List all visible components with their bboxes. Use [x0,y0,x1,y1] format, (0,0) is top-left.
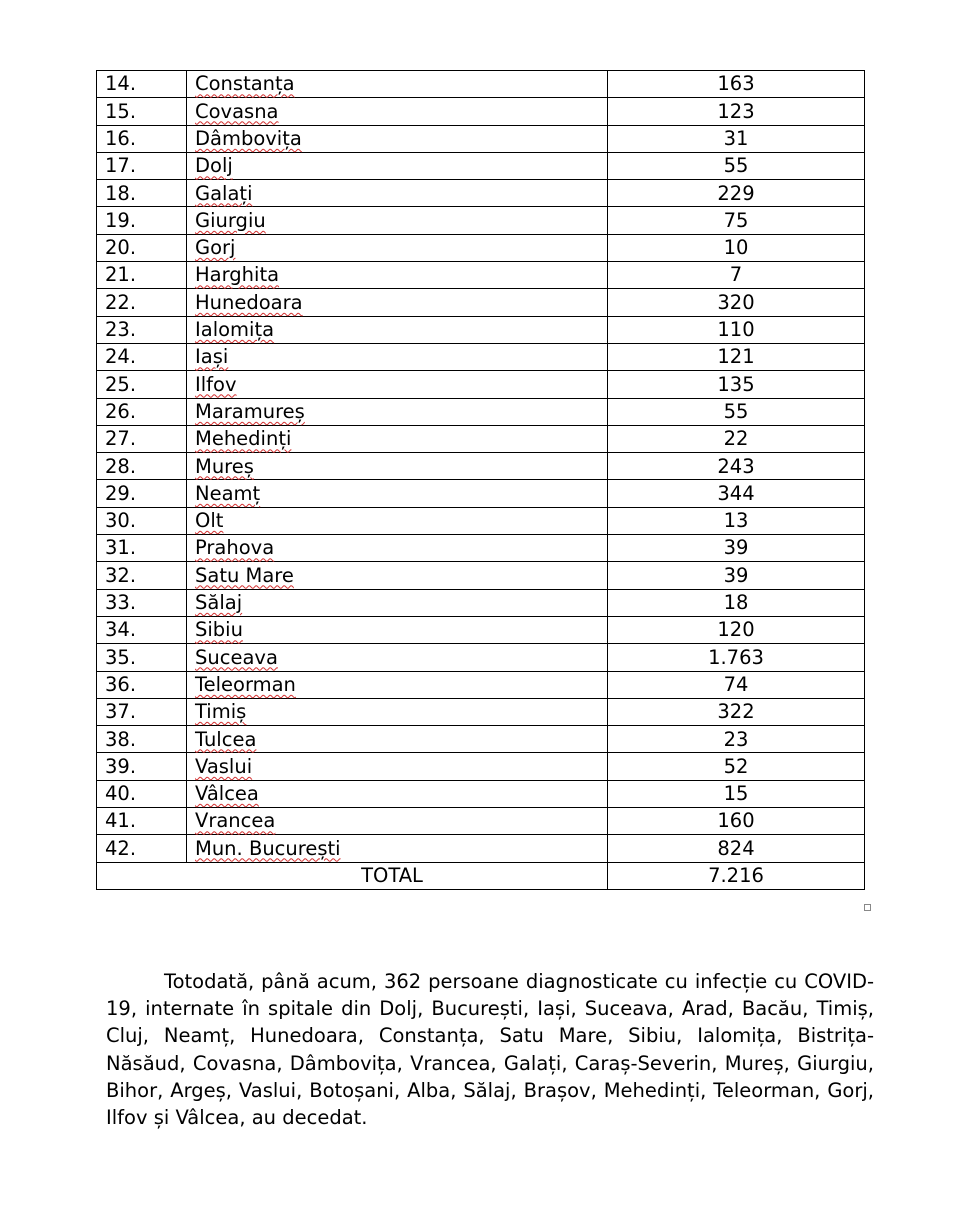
case-count-cell[interactable]: 1.763 [608,644,865,671]
table-row [97,371,865,398]
county-name-text: Iași [195,345,229,369]
county-name-text: Olt [195,509,224,533]
case-count-cell[interactable]: 320 [608,289,865,316]
table-row [97,207,865,234]
county-name-text: Vâlcea [195,782,259,806]
table-row [97,753,865,780]
table-row [97,289,865,316]
county-name-cell[interactable] [187,753,608,780]
case-count-cell[interactable]: 824 [608,835,865,862]
county-name-text: Satu Mare [195,563,294,587]
county-name-text: Giurgiu [195,208,266,232]
county-name-cell[interactable] [187,453,608,480]
county-name-cell[interactable] [187,808,608,835]
case-count-cell[interactable]: 7 [608,262,865,289]
table-row [97,726,865,753]
row-number-cell[interactable]: 34. [97,616,187,643]
table-row [97,152,865,179]
county-name-cell[interactable] [187,616,608,643]
county-name-text: Gorj [195,236,236,260]
county-name-text: Tulcea [195,727,257,751]
county-name-cell[interactable] [187,398,608,425]
county-name-cell[interactable] [187,562,608,589]
county-name-cell[interactable] [187,671,608,698]
case-count-cell[interactable]: 10 [608,234,865,261]
county-cases-table [96,70,865,890]
case-count-cell[interactable]: 322 [608,698,865,725]
row-number-cell[interactable]: 25. [97,371,187,398]
row-number-cell[interactable]: 20. [97,234,187,261]
table-row [97,698,865,725]
row-number-cell[interactable]: 21. [97,262,187,289]
row-number-cell[interactable]: 32. [97,562,187,589]
case-count-cell[interactable]: 39 [608,562,865,589]
table-row [97,808,865,835]
row-number-cell[interactable]: 17. [97,152,187,179]
county-name-text: Ilfov [195,372,237,396]
row-number-cell[interactable]: 23. [97,316,187,343]
county-name-cell[interactable] [187,480,608,507]
county-name-text: Galați [195,181,253,205]
case-count-cell[interactable]: 15 [608,780,865,807]
county-name-cell[interactable] [187,343,608,370]
case-count-cell[interactable]: 229 [608,180,865,207]
table-row [97,780,865,807]
table-row [97,507,865,534]
case-count-cell[interactable]: 121 [608,343,865,370]
table-row [97,98,865,125]
county-name-text: Mureș [195,454,254,478]
case-count-cell[interactable]: 39 [608,535,865,562]
row-number-cell[interactable]: 42. [97,835,187,862]
row-number-cell[interactable]: 16. [97,125,187,152]
row-number-cell[interactable]: 28. [97,453,187,480]
county-name-text: Mun. București [195,836,341,860]
county-name-cell[interactable] [187,589,608,616]
county-name-text: Harghita [195,263,280,287]
case-count-cell[interactable]: 135 [608,371,865,398]
row-number-cell[interactable]: 39. [97,753,187,780]
case-count-cell[interactable]: 160 [608,808,865,835]
row-number-cell[interactable]: 15. [97,98,187,125]
county-name-cell[interactable] [187,425,608,452]
county-name-text: Neamț [195,481,261,505]
row-number-cell[interactable]: 22. [97,289,187,316]
row-number-cell[interactable]: 14. [97,71,187,98]
table-row [97,425,865,452]
table-row [97,835,865,862]
county-name-text: Maramureș [195,399,305,423]
table-row [97,589,865,616]
table-row [97,125,865,152]
case-count-cell[interactable]: 75 [608,207,865,234]
county-name-text: Prahova [195,536,275,560]
case-count-cell[interactable]: 13 [608,507,865,534]
row-number-cell[interactable]: 27. [97,425,187,452]
county-name-cell[interactable] [187,180,608,207]
case-count-cell[interactable]: 18 [608,589,865,616]
table-row [97,480,865,507]
total-value-cell[interactable]: 7.216 [608,862,865,889]
county-name-text: Ialomița [195,318,275,342]
county-name-cell[interactable] [187,507,608,534]
county-name-cell[interactable] [187,125,608,152]
case-count-cell[interactable]: 110 [608,316,865,343]
case-count-cell[interactable]: 163 [608,71,865,98]
county-name-cell[interactable] [187,316,608,343]
row-number-cell[interactable]: 38. [97,726,187,753]
county-name-cell[interactable] [187,535,608,562]
row-number-cell[interactable]: 26. [97,398,187,425]
case-count-cell[interactable]: 31 [608,125,865,152]
county-name-text: Constanța [195,72,295,96]
county-name-cell[interactable] [187,234,608,261]
county-name-text: Covasna [195,99,279,123]
county-name-text: Timiș [195,700,247,724]
county-name-cell[interactable] [187,152,608,179]
row-number-cell[interactable]: 37. [97,698,187,725]
table-row [97,453,865,480]
table-row [97,671,865,698]
case-count-cell[interactable]: 23 [608,726,865,753]
case-count-cell[interactable]: 52 [608,753,865,780]
county-name-cell[interactable] [187,726,608,753]
table-resize-handle[interactable] [864,904,871,911]
row-number-cell[interactable]: 36. [97,671,187,698]
row-number-cell[interactable]: 30. [97,507,187,534]
table-row [97,644,865,671]
county-name-cell[interactable] [187,644,608,671]
county-name-text: Vaslui [195,754,253,778]
table-row [97,316,865,343]
table-body [97,71,865,890]
case-count-cell[interactable]: 55 [608,398,865,425]
county-name-text: Mehedinți [195,427,292,451]
table-row [97,535,865,562]
table-row [97,262,865,289]
county-name-cell[interactable] [187,98,608,125]
total-label-cell[interactable]: TOTAL [97,862,608,889]
county-name-text: Suceava [195,645,278,669]
case-count-cell[interactable]: 74 [608,671,865,698]
row-number-cell[interactable]: 31. [97,535,187,562]
case-count-cell[interactable]: 22 [608,425,865,452]
county-name-cell[interactable] [187,262,608,289]
row-number-cell[interactable]: 18. [97,180,187,207]
table-row [97,562,865,589]
row-number-cell[interactable]: 35. [97,644,187,671]
table-row [97,71,865,98]
county-name-text: Teleorman [195,672,296,696]
county-name-cell[interactable] [187,780,608,807]
deaths-paragraph: Totodată, până acum, 362 persoane diagnosticate cu infecție cu COVID-19, internate în spitale din Dolj, București, Iași, Suceava, Arad, Bacău, Timiș, Cluj, Neamț, Hunedoara, Constanța, Satu Mare, Sibiu, Ialomița, Bistrița-Năsăud, Covasna, Dâmbovița, Vrancea, Galați, Caraș-Severin, Mureș, Giurgiu, Bihor, Argeș, Vaslui, Botoșani, Alba, Sălaj, Brașov, Mehedinți, Teleorman, Gorj, Ilfov și Vâlcea, au decedat. [106,970,874,1130]
county-name-cell[interactable] [187,207,608,234]
county-name-text: Vrancea [195,809,276,833]
county-name-cell[interactable] [187,371,608,398]
row-number-cell[interactable]: 41. [97,808,187,835]
county-name-cell[interactable] [187,71,608,98]
total-row [97,862,865,889]
county-name-cell[interactable] [187,835,608,862]
case-count-cell[interactable]: 55 [608,152,865,179]
row-number-cell[interactable]: 24. [97,343,187,370]
case-count-cell[interactable]: 120 [608,616,865,643]
table-row [97,234,865,261]
row-number-cell[interactable]: 33. [97,589,187,616]
row-number-cell[interactable]: 29. [97,480,187,507]
county-name-text: Dolj [195,154,233,178]
county-name-cell[interactable] [187,289,608,316]
table-row [97,180,865,207]
county-name-text: Sălaj [195,591,243,615]
county-name-text: Sibiu [195,618,243,642]
table-row [97,616,865,643]
county-name-text: Dâmbovița [195,126,302,150]
row-number-cell[interactable]: 19. [97,207,187,234]
table-row [97,398,865,425]
county-name-cell[interactable] [187,698,608,725]
case-count-cell[interactable]: 344 [608,480,865,507]
table-row [97,343,865,370]
county-name-text: Hunedoara [195,290,303,314]
case-count-cell[interactable]: 243 [608,453,865,480]
case-count-cell[interactable]: 123 [608,98,865,125]
row-number-cell[interactable]: 40. [97,780,187,807]
